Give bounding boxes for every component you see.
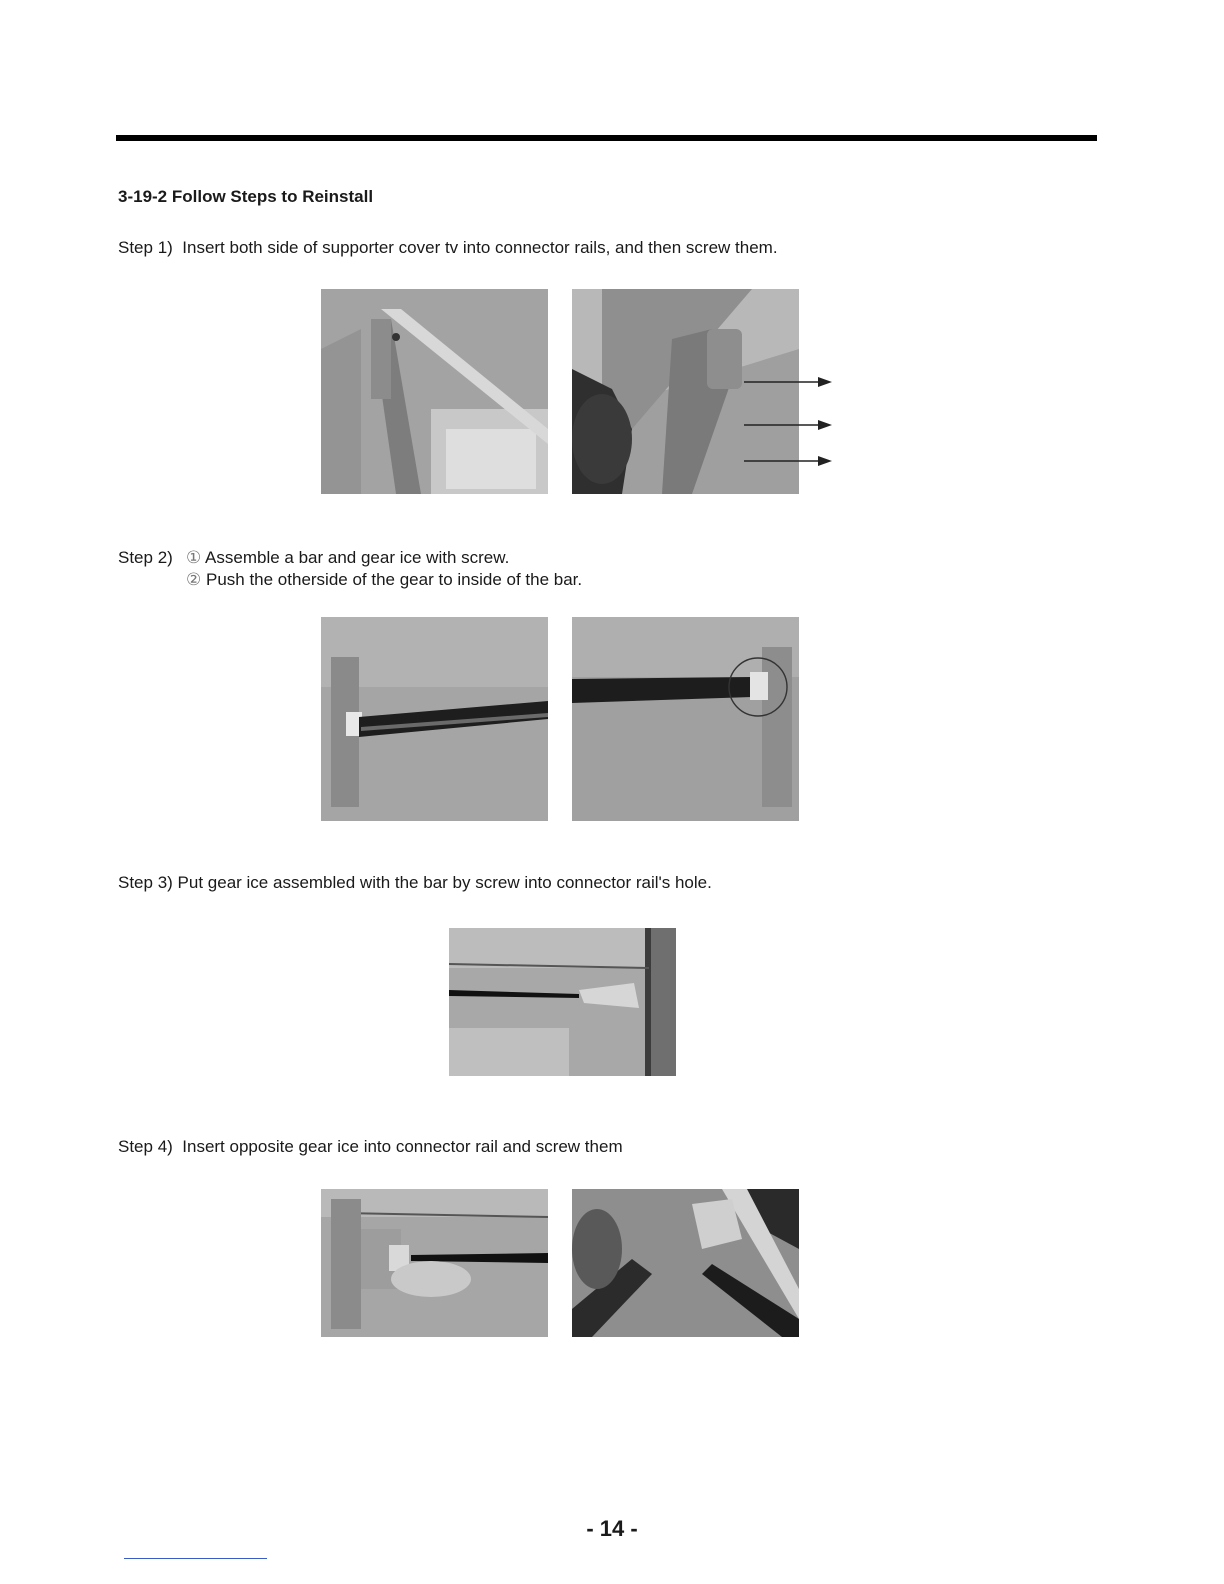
- step-1-label: Step 1): [118, 238, 173, 257]
- step-2-sub-1: [186, 548, 509, 568]
- step-4-text: Insert opposite gear ice into connector rail and screw them: [182, 1137, 623, 1156]
- step-4: [118, 1137, 623, 1157]
- footer-link-underline: [124, 1558, 267, 1559]
- step-3-label: Step 3): [118, 873, 173, 892]
- step-2-sub-2-marker: ②: [186, 570, 202, 589]
- step-2-sub-1-marker: ①: [186, 548, 202, 567]
- step-2-sub-1-text: Assemble a bar and gear ice with screw.: [205, 548, 510, 567]
- arrow-right-icon: [744, 376, 834, 468]
- step-2: [118, 548, 173, 568]
- step-2-label: Step 2): [118, 548, 173, 567]
- step-3: [118, 873, 712, 893]
- step-1-text: Insert both side of supporter cover tv into connector rails, and then screw them.: [182, 238, 778, 257]
- step-4-photo-right: [572, 1189, 799, 1337]
- step-4-photo-left: [321, 1189, 548, 1337]
- step-3-text: Put gear ice assembled with the bar by screw into connector rail's hole.: [177, 873, 712, 892]
- step-3-photo: [449, 928, 676, 1076]
- step-2-photo-left: [321, 617, 548, 821]
- step-2-sub-2-text: Push the otherside of the gear to inside of the bar.: [205, 570, 583, 589]
- page-number: - 14 -: [586, 1516, 638, 1541]
- step-4-label: Step 4): [118, 1137, 173, 1156]
- step-2-photo-right: [572, 617, 799, 821]
- top-rule: [116, 135, 1097, 141]
- step-1: [118, 238, 778, 258]
- step-1-photo-left: [321, 289, 548, 494]
- section-heading: 3-19-2 Follow Steps to Reinstall: [118, 187, 374, 206]
- step-2-sub-2: [186, 570, 582, 590]
